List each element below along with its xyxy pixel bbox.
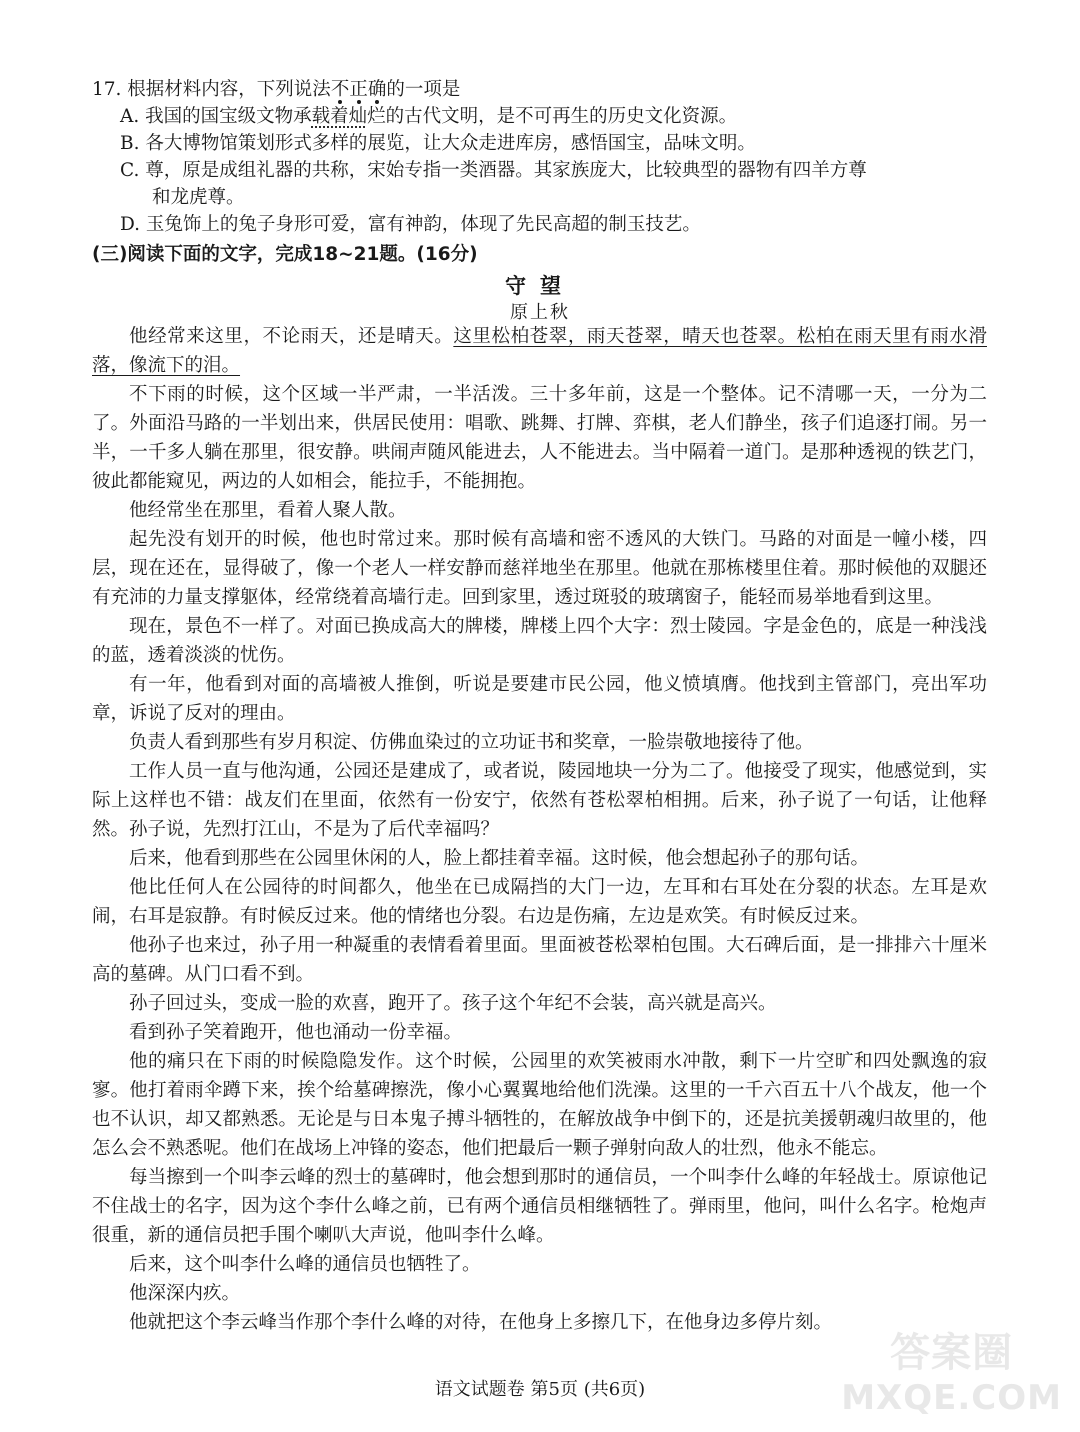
watermark-logo — [841, 1321, 1062, 1418]
watermark-line2: MXQE.COM — [841, 1378, 1062, 1418]
paragraph — [92, 322, 987, 380]
paragraph: 后来，他看到那些在公园里休闲的人，脸上都挂着幸福。这时候，他会想起孙子的那句话。 — [129, 848, 870, 869]
paragraph: 后来，这个叫李什么峰的通信员也牺牲了。 — [129, 1254, 481, 1275]
emphasis-char: 确 — [367, 79, 387, 100]
option-b: B. 各大博物馆策划形式多样的展览，让大众走进库房，感悟国宝，品味文明。 — [120, 133, 756, 154]
article-title: 守望 — [505, 274, 575, 298]
watermark-line1: 答案圈 — [890, 1330, 1014, 1376]
stem-text-end: 的一项是 — [386, 79, 461, 100]
paragraph-text: 他经常来这里，不论雨天，还是晴天。 — [129, 326, 454, 347]
paragraph: 有一年，他看到对面的高墙被人推倒，听说是要建市民公园，他义愤填膺。他找到主管部门，亮出军功章，诉说了反对的理由。 — [92, 674, 987, 724]
paragraph: 工作人员一直与他沟通，公园还是建成了，或者说，陵园地块一分为二了。他接受了现实，他感觉到，实际上这样也不错：战友们在里面，依然有一份安宁，依然有苍松翠柏相拥。后来，孙子说了一句话，让他释然。孙子说，先烈打江山，不是为了后代幸福吗？ — [92, 761, 987, 840]
paragraph: 他深深内疚。 — [129, 1283, 241, 1304]
option-a-text: A. 我国的国宝级文物承 — [120, 106, 312, 127]
article-author: 原上秋 — [510, 302, 570, 323]
paragraph: 他就把这个李云峰当作那个李什么峰的对待，在他身上多擦几下，在他身边多停片刻。 — [129, 1312, 833, 1333]
option-d: D. 玉兔饰上的兔子身形可爱，富有神韵，体现了先民高超的制玉技艺。 — [120, 214, 701, 235]
paragraph: 他的痛只在下雨的时候隐隐发作。这个时候，公园里的欢笑被雨水冲散，剩下一片空旷和四处飘逸的寂寥。他打着雨伞蹲下来，挨个给墓碑擦洗，像小心翼翼地给他们洗澡。这里的一千六百五十八个战友，他一个也不认识，却又都熟悉。无论是与日本鬼子搏斗牺牲的，在解放战争中倒下的，还是抗美援朝魂归故里的，他怎么会不熟悉呢。他们在战场上冲锋的姿态，他们把最后一颗子弹射向敌人的壮烈，他永不能忘。 — [92, 1051, 987, 1159]
paragraph: 不下雨的时候，这个区域一半严肃，一半活泼。三十多年前，这是一个整体。记不清哪一天，一分为二了。外面沿马路的一半划出来，供居民使用：唱歌、跳舞、打牌、弈棋，老人们静坐，孩子们追逐打闹。另一半，一千多人躺在那里，很安静。哄闹声随风能进去，人不能进去。当中隔着一道门。是那种透视的铁艺门，彼此都能窥见，两边的人如相会，能拉手，不能拥抱。 — [92, 384, 987, 492]
option-a — [92, 103, 992, 130]
stem-emphasis — [331, 79, 387, 100]
underlined-sentence: 这里松柏苍翠，雨天苍翠，晴天也苍翠。松柏在雨天里有雨水滑落，像流下的泪。 — [92, 326, 987, 376]
option-c-continuation: 和龙虎尊。 — [152, 187, 245, 208]
paragraph: 他比任何人在公园待的时间都久，他坐在已成隔挡的大门一边，左耳和右耳处在分裂的状态。左耳是欢闹，右耳是寂静。有时候反过来。他的情绪也分裂。右边是伤痛，左边是欢笑。有时候反过来。 — [92, 877, 987, 927]
emphasis-char: 正 — [349, 79, 368, 100]
option-c — [92, 157, 992, 211]
question-17 — [92, 76, 992, 238]
section-heading: (三)阅读下面的文字，完成18~21题。(16分) — [92, 244, 478, 265]
stem-text: 17. 根据材料内容，下列说法 — [92, 79, 331, 100]
page-footer: 语文试题卷 第5页 (共6页) — [434, 1379, 646, 1400]
emphasis-char: 不 — [330, 79, 350, 100]
paragraph: 每当擦到一个叫李云峰的烈士的墓碑时，他会想到那时的通信员，一个叫李什么峰的年轻战士。原谅他记不住战士的名字，因为这个李什么峰之前，已有两个通信员相继牺牲了。弹雨里，他问，叫什么名字。枪炮声很重，新的通信员把手围个喇叭大声说，他叫李什么峰。 — [92, 1167, 987, 1246]
paragraph: 他孙子也来过，孙子用一种凝重的表情看着里面。里面被苍松翠柏包围。大石碑后面，是一排排六十厘米高的墓碑。从门口看不到。 — [92, 935, 987, 985]
article-body — [92, 322, 987, 1337]
paragraph: 起先没有划开的时候，他也时常过来。那时候有高墙和密不透风的大铁门。马路的对面是一幢小楼，四层，现在还在，显得破了，像一个老人一样安静而慈祥地坐在那里。他就在那栋楼里住着。那时候他的双腿还有充沛的力量支撑躯体，经常绕着高墙行走。回到家里，透过斑驳的玻璃窗子，能轻而易举地看到这里。 — [92, 529, 987, 608]
question-17-stem — [92, 76, 992, 103]
paragraph: 负责人看到那些有岁月积淀、仿佛血染过的立功证书和奖章，一脸崇敬地接待了他。 — [129, 732, 814, 753]
option-a-emphasis: 载着灿 — [311, 106, 368, 127]
paragraph: 看到孙子笑着跑开，他也涌动一份幸福。 — [129, 1022, 463, 1043]
option-c-text: C. 尊，原是成组礼器的共称，宋始专指一类酒器。其家族庞大，比较典型的器物有四羊方尊 — [120, 160, 867, 181]
paragraph: 他经常坐在那里，看着人聚人散。 — [129, 500, 407, 521]
option-a-text-end: 烂的古代文明，是不可再生的历史文化资源。 — [367, 106, 738, 127]
paragraph: 现在，景色不一样了。对面已换成高大的牌楼，牌楼上四个大字：烈士陵园。字是金色的，底是一种浅浅的蓝，透着淡淡的忧伤。 — [92, 616, 987, 666]
paragraph: 孙子回过头，变成一脸的欢喜，跑开了。孩子这个年纪不会装，高兴就是高兴。 — [129, 993, 777, 1014]
